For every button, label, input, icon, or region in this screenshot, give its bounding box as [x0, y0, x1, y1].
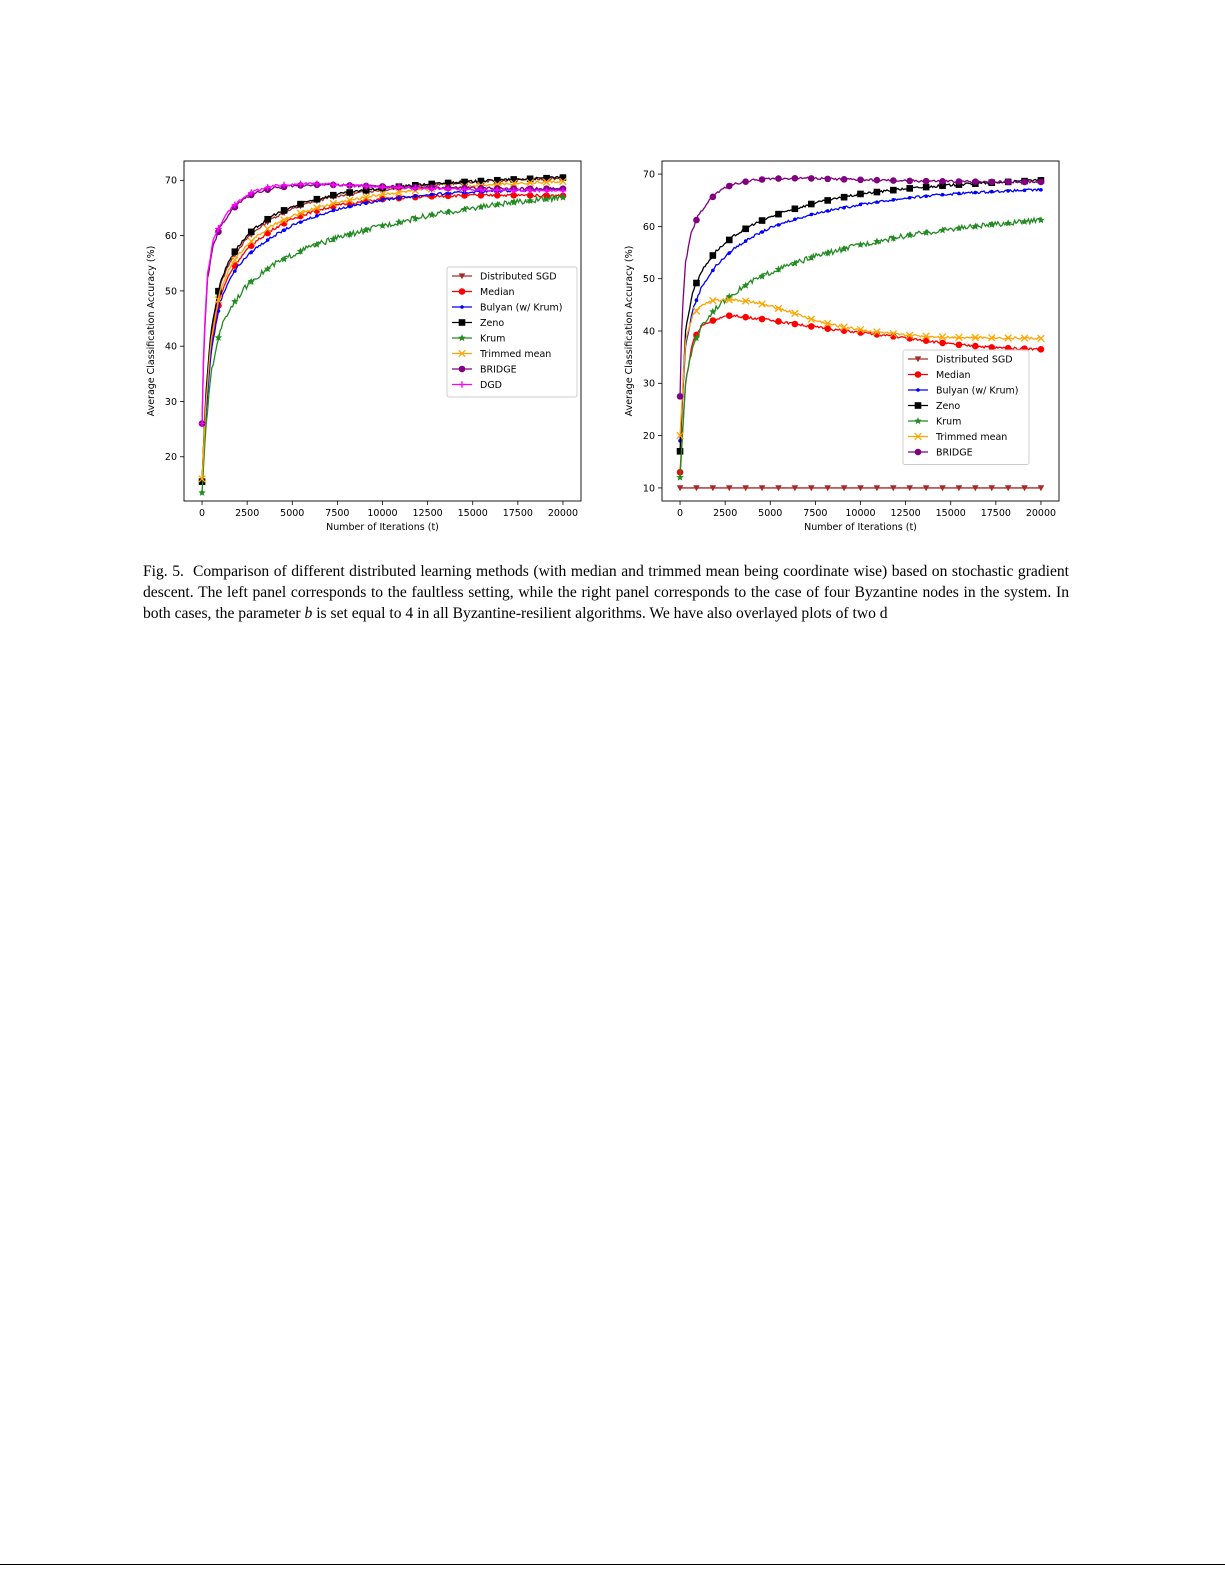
data-point — [792, 175, 799, 182]
data-point — [710, 194, 717, 201]
legend-label: Trimmed mean — [936, 431, 1008, 443]
caption-text-1: Comparison of different distributed learning methods (with median and trimmed mean being coordinate wise) based on stochastic gradient descent. The left panel corresponds to the faultless setting, while the right panel corresponds to the case of four Byzantine nodes in the system. In both cases, the parameter — [143, 563, 1070, 622]
data-point — [808, 175, 815, 182]
data-point — [364, 201, 368, 205]
legend — [447, 267, 577, 397]
caption-text-2: is set equal to — [312, 604, 406, 622]
x-axis — [677, 501, 1056, 519]
legend-marker — [915, 449, 922, 456]
data-point — [808, 201, 815, 208]
legend-label: Zeno — [480, 317, 505, 329]
y-tick-label: 70 — [164, 175, 177, 187]
data-point — [315, 214, 319, 218]
y-axis-label: Average Classification Accuracy (%) — [146, 245, 157, 417]
data-point — [923, 184, 930, 191]
left-panel-chart — [140, 150, 590, 540]
legend-label: Krum — [480, 333, 506, 345]
legend-marker — [460, 305, 464, 309]
data-point — [1023, 189, 1027, 193]
x-axis-label: Number of Iterations (t) — [326, 522, 439, 533]
legend-label: BRIDGE — [936, 447, 973, 459]
caption-text-3: in all Byzantine-resilient algorithms. We have also overlayed plots of two d — [413, 604, 888, 622]
y-axis — [165, 176, 184, 463]
x-tick-label: 5000 — [280, 508, 305, 519]
legend-label: Distributed SGD — [480, 271, 557, 283]
data-point — [841, 176, 848, 183]
data-point — [808, 323, 815, 330]
data-point — [775, 211, 782, 218]
data-point — [923, 178, 930, 185]
legend-label: Median — [480, 286, 515, 298]
legend-label: Distributed SGD — [936, 354, 1013, 366]
legend-marker — [915, 371, 922, 378]
data-point — [874, 177, 881, 184]
legend-marker — [459, 366, 466, 373]
data-point — [299, 220, 303, 224]
legend-label: Zeno — [936, 400, 961, 412]
x-tick-label: 17500 — [502, 508, 533, 519]
x-tick-label: 17500 — [980, 508, 1011, 519]
data-point — [824, 176, 831, 183]
data-point — [890, 187, 897, 194]
data-point — [759, 316, 766, 323]
data-point — [941, 193, 945, 197]
data-point — [232, 248, 239, 255]
data-point — [742, 178, 749, 185]
x-tick-label: 15000 — [935, 508, 966, 519]
data-point — [414, 194, 418, 198]
data-point — [695, 298, 699, 302]
legend-label: Trimmed mean — [480, 348, 552, 360]
data-point — [759, 176, 766, 183]
data-point — [908, 196, 912, 200]
x-tick-label: 10000 — [367, 508, 398, 519]
x-tick-label: 0 — [677, 508, 684, 519]
figure-caption — [143, 562, 1069, 624]
x-axis-label: Number of Iterations (t) — [804, 522, 917, 533]
y-tick-label: 20 — [642, 431, 655, 443]
data-point — [1005, 179, 1012, 186]
data-point — [297, 201, 304, 208]
data-point — [314, 196, 321, 203]
data-point — [972, 343, 979, 350]
data-point — [809, 213, 813, 217]
data-point — [233, 269, 237, 273]
data-point — [824, 197, 831, 204]
data-point — [264, 216, 271, 223]
x-tick-label: 10000 — [845, 508, 876, 519]
data-point — [890, 177, 897, 184]
data-point — [693, 217, 700, 224]
data-point — [777, 223, 781, 227]
y-tick-label: 20 — [164, 452, 177, 464]
data-point — [330, 192, 337, 199]
data-point — [841, 194, 848, 201]
data-point — [726, 237, 733, 244]
x-tick-label: 2500 — [235, 508, 260, 519]
data-point — [742, 314, 749, 321]
legend-label: Median — [936, 369, 971, 381]
legend-marker — [459, 319, 466, 326]
y-tick-label: 10 — [642, 483, 655, 495]
data-point — [857, 191, 864, 198]
data-point — [710, 252, 717, 259]
right-panel-chart — [618, 150, 1068, 540]
data-point — [792, 321, 799, 328]
x-tick-label: 15000 — [457, 508, 488, 519]
x-tick-label: 12500 — [412, 508, 443, 519]
page-bottom-rule — [0, 1564, 1225, 1565]
data-point — [906, 185, 913, 192]
data-point — [348, 205, 352, 209]
y-tick-label: 40 — [164, 341, 177, 353]
y-tick-label: 60 — [164, 231, 177, 243]
data-point — [874, 189, 881, 196]
data-point — [744, 239, 748, 243]
data-point — [759, 217, 766, 224]
data-point — [677, 448, 684, 455]
legend — [903, 350, 1029, 465]
legend-label: BRIDGE — [480, 364, 517, 376]
legend-marker — [916, 388, 920, 392]
x-axis — [199, 501, 578, 519]
data-point — [956, 178, 963, 185]
data-point — [1006, 189, 1010, 193]
data-point — [249, 251, 253, 255]
data-point — [726, 312, 733, 319]
y-tick-label: 60 — [642, 221, 655, 233]
legend-label: Bulyan (w/ Krum) — [480, 302, 563, 314]
data-point — [430, 193, 434, 197]
data-point — [282, 228, 286, 232]
x-tick-label: 20000 — [1025, 508, 1057, 519]
data-point — [988, 179, 995, 186]
data-point — [792, 205, 799, 212]
caption-var-b: b — [304, 604, 313, 622]
legend-label: Krum — [936, 416, 962, 428]
data-point — [939, 340, 946, 347]
data-point — [1039, 188, 1043, 192]
x-tick-label: 0 — [199, 508, 206, 519]
data-point — [842, 206, 846, 210]
data-point — [711, 269, 715, 273]
data-point — [974, 191, 978, 195]
data-point — [727, 251, 731, 255]
caption-label: Fig. 5. — [143, 563, 184, 580]
data-point — [710, 317, 717, 324]
y-tick-label: 40 — [642, 326, 655, 338]
data-point — [924, 194, 928, 198]
data-point — [331, 209, 335, 213]
y-axis — [643, 169, 662, 494]
y-tick-label: 50 — [164, 286, 177, 298]
legend-marker — [459, 288, 466, 295]
data-point — [990, 190, 994, 194]
data-point — [742, 226, 749, 233]
data-point — [248, 229, 255, 236]
data-point — [939, 178, 946, 185]
y-axis-label: Average Classification Accuracy (%) — [624, 245, 635, 417]
data-point — [677, 393, 684, 400]
y-tick-label: 50 — [642, 274, 655, 286]
data-point — [957, 192, 961, 196]
data-point — [956, 341, 963, 348]
data-point — [266, 238, 270, 242]
x-tick-label: 7500 — [803, 508, 828, 519]
data-point — [1021, 179, 1028, 186]
data-point — [857, 177, 864, 184]
caption-num-4: 4 — [405, 604, 414, 622]
data-point — [1038, 179, 1045, 186]
data-point — [726, 183, 733, 190]
y-tick-label: 70 — [642, 169, 655, 181]
x-tick-label: 12500 — [890, 508, 921, 519]
x-tick-label: 20000 — [547, 508, 579, 519]
x-tick-label: 7500 — [325, 508, 350, 519]
legend-label: Bulyan (w/ Krum) — [936, 385, 1019, 397]
legend-label: DGD — [480, 379, 502, 391]
legend-marker — [915, 402, 922, 409]
data-point — [760, 230, 764, 234]
x-tick-label: 5000 — [758, 508, 783, 519]
y-tick-label: 30 — [164, 396, 177, 408]
data-point — [972, 178, 979, 185]
data-point — [826, 209, 830, 213]
data-point — [793, 217, 797, 221]
y-tick-label: 30 — [642, 378, 655, 390]
data-point — [892, 198, 896, 202]
data-point — [281, 207, 288, 214]
data-point — [775, 175, 782, 182]
data-point — [693, 280, 700, 287]
data-point — [397, 196, 401, 200]
data-point — [381, 198, 385, 202]
data-point — [775, 318, 782, 325]
data-point — [346, 189, 353, 196]
data-point — [875, 200, 879, 204]
data-point — [859, 203, 863, 207]
data-point — [906, 178, 913, 185]
data-point — [1038, 346, 1045, 353]
x-tick-label: 2500 — [713, 508, 738, 519]
